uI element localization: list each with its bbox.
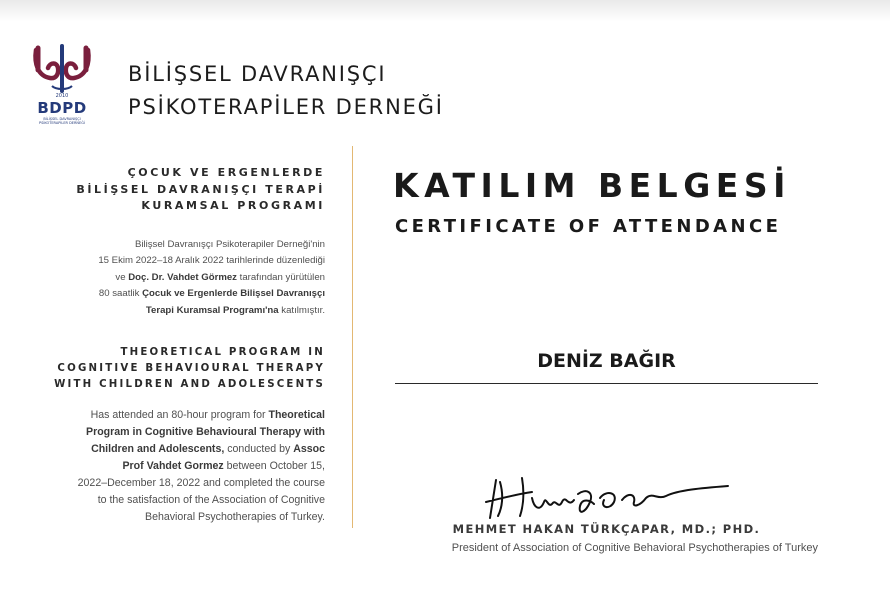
turkish-body-line [20, 270, 325, 287]
english-title-line: WITH CHILDREN AND ADOLESCENTS [54, 379, 325, 390]
program-description [20, 165, 325, 526]
top-shadow [0, 0, 890, 22]
english-body-line [20, 458, 325, 475]
turkish-title-line: KURAMSAL PROGRAMI [141, 199, 325, 212]
vertical-divider [352, 146, 353, 528]
turkish-program-title [20, 165, 325, 215]
bdpd-logo [30, 44, 94, 128]
certificate-title: KATILIM BELGESİ [393, 166, 791, 205]
english-body-text [20, 407, 325, 526]
signer-name: MEHMET HAKAN TÜRKÇAPAR, MD.; PHD. [452, 522, 761, 536]
organization-name-line1: BİLİŞSEL DAVRANIŞÇI [128, 62, 387, 86]
signer-title: President of Association of Cognitive Behavioral Psychotherapies of Turkey [451, 542, 818, 554]
signature-icon [482, 472, 732, 524]
text-span: conducted by [224, 443, 294, 455]
instructor-name: Assoc [293, 443, 325, 455]
certificate-subtitle: CERTIFICATE OF ATTENDANCE [395, 216, 782, 237]
psi-logo-icon [30, 44, 94, 94]
english-body-line [20, 407, 325, 424]
program-name: Children and Adolescents, [91, 443, 225, 455]
turkish-title-line: BİLİŞSEL DAVRANIŞÇI TERAPİ [76, 182, 325, 196]
english-program-title [20, 345, 325, 393]
turkish-title-line: ÇOCUK VE ERGENLERDE [127, 166, 325, 179]
english-title-line: COGNITIVE BEHAVIOURAL THERAPY [57, 363, 325, 374]
organization-name-line2: PSİKOTERAPİLER DERNEĞİ [128, 95, 444, 119]
text-span: between October 15, [223, 460, 325, 472]
organization-name [128, 58, 444, 124]
text-span: ve [115, 271, 129, 283]
logo-small-text: BİLİŞSEL DAVRANIŞÇI PSİKOTERAPİLER DERNEĞİ [38, 117, 86, 125]
text-span: tarafından yürütülen [236, 271, 325, 283]
turkish-body-line: Bilişsel Davranışçı Psikoterapiler Derneği'nin [134, 238, 325, 250]
text-span: katılmıştır. [278, 304, 325, 316]
logo-abbreviation: BDPD [37, 99, 87, 117]
english-title-line: THEORETICAL PROGRAM IN [120, 347, 325, 358]
english-body-line: 2022–December 18, 2022 and completed the course [77, 477, 325, 489]
turkish-body-line [20, 303, 325, 320]
instructor-name: Prof Vahdet Gormez [122, 460, 224, 472]
english-body-line [20, 441, 325, 458]
program-name: Terapi Kuramsal Programı'na [145, 304, 279, 316]
turkish-body-line [20, 286, 325, 303]
program-name: Theoretical [268, 409, 325, 421]
recipient-underline [395, 383, 818, 384]
instructor-name: Doç. Dr. Vahdet Görmez [128, 271, 237, 283]
program-name: Çocuk ve Ergenlerde Bilişsel Davranışçı [142, 288, 325, 299]
english-body-line: Program in Cognitive Behavioural Therapy with [86, 426, 325, 438]
recipient-name: DENİZ BAĞIR [537, 350, 676, 372]
text-span: 80 saatlik [98, 288, 143, 299]
english-body-line: Behavioral Psychotherapies of Turkey. [145, 511, 325, 523]
logo-year: 2010 [55, 93, 69, 99]
turkish-body-text [20, 237, 325, 320]
text-span: Has attended an 80-hour program for [90, 409, 269, 421]
turkish-body-line: 15 Ekim 2022–18 Aralık 2022 tarihlerinde düzenlediği [98, 255, 325, 266]
english-body-line: to the satisfaction of the Association of Cognitive [97, 494, 325, 506]
